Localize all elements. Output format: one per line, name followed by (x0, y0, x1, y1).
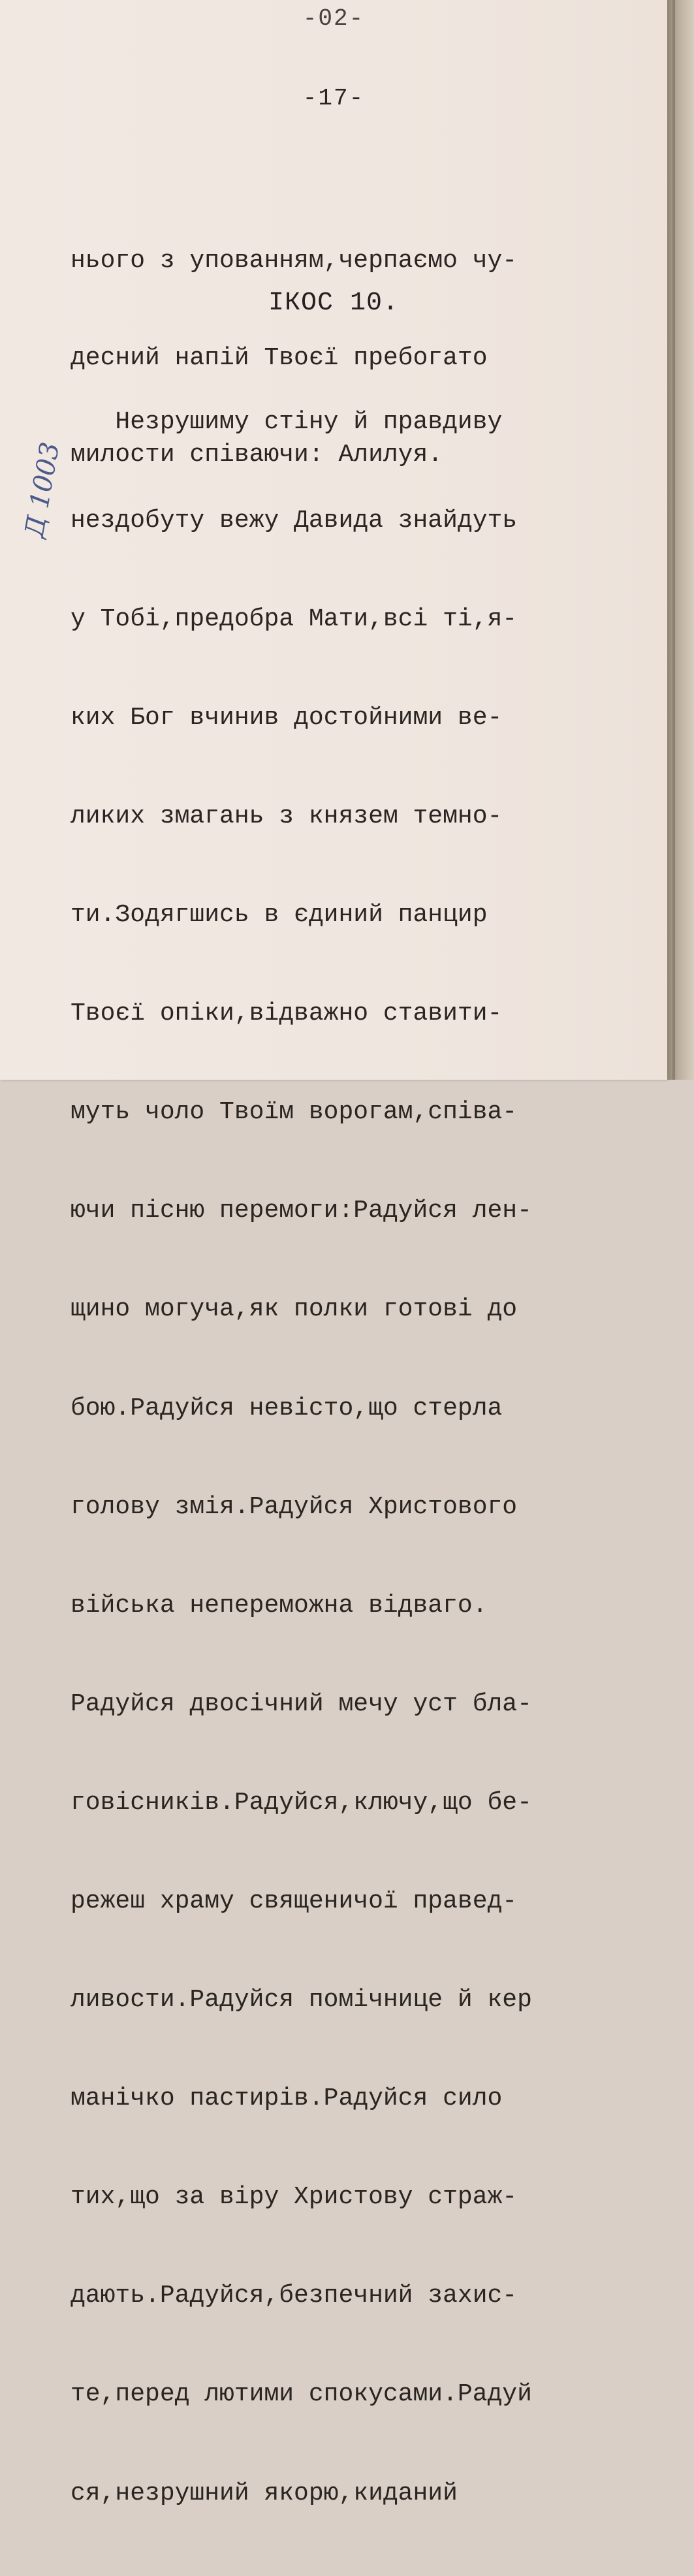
page-number: -17- (302, 85, 365, 112)
text-line: те,перед лютими спокусами.Радуй (71, 2380, 532, 2409)
text-line: Радуйся двосічний мечу уст бла- (71, 1689, 532, 1718)
text-line: муть чоло Твоїм ворогам,співа- (71, 1098, 518, 1127)
old-page-number: -02- (302, 5, 365, 32)
text-line: ючи пісню перемоги:Радуйся лен- (71, 1197, 532, 1225)
archive-mark-text: Д 1003 (19, 439, 66, 540)
text-line: нездобуту вежу Давида знайдуть (71, 506, 518, 535)
text-line: щино могуча,як полки готові до (71, 1295, 518, 1324)
binding-edge (672, 0, 675, 1080)
text-line: ких Бог вчинив достойними ве- (71, 703, 503, 732)
section-heading: ІКОС 10. (268, 289, 400, 318)
text-line: дають.Радуйся,безпечний захис- (71, 2282, 518, 2310)
text-line: тих,що за віру Христову страж- (71, 2183, 518, 2212)
text-line: у Тобі,предобра Мати,всі ті,я- (71, 605, 518, 633)
text-line: нього з упованням,черпаємо чу- (71, 247, 518, 275)
text-line: режеш храму священичої правед- (71, 1887, 518, 1915)
text-line: ся,незрушний якорю,киданий (71, 2479, 458, 2507)
text-line: війська непереможна відваго. (71, 1591, 488, 1620)
text-line: говісників.Радуйся,ключу,що бе- (71, 1788, 532, 1817)
text-line: ликих змагань з князем темно- (71, 802, 503, 830)
text-line: милости співаючи: Алилуя. (71, 441, 443, 469)
text-line: ти.Зодягшись в єдиний панцир (71, 901, 488, 930)
text-line: манічко пастирів.Радуйся сило (71, 2084, 503, 2113)
archive-handwritten-mark (13, 392, 66, 542)
book-binding (667, 0, 694, 1080)
text-line: десний напій Твоєї пребогато (71, 343, 488, 372)
text-line: Твоєї опіки,відважно ставити- (71, 999, 503, 1028)
text-line: голову змія.Радуйся Христового (71, 1492, 518, 1521)
text-line: Незрушиму стіну й правдиву (71, 407, 503, 436)
text-line: ливости.Радуйся помічнице й кер (71, 1986, 532, 2015)
text-line: бою.Радуйся невісто,що стерла (71, 1394, 503, 1422)
ikos-stanza (71, 339, 671, 2576)
